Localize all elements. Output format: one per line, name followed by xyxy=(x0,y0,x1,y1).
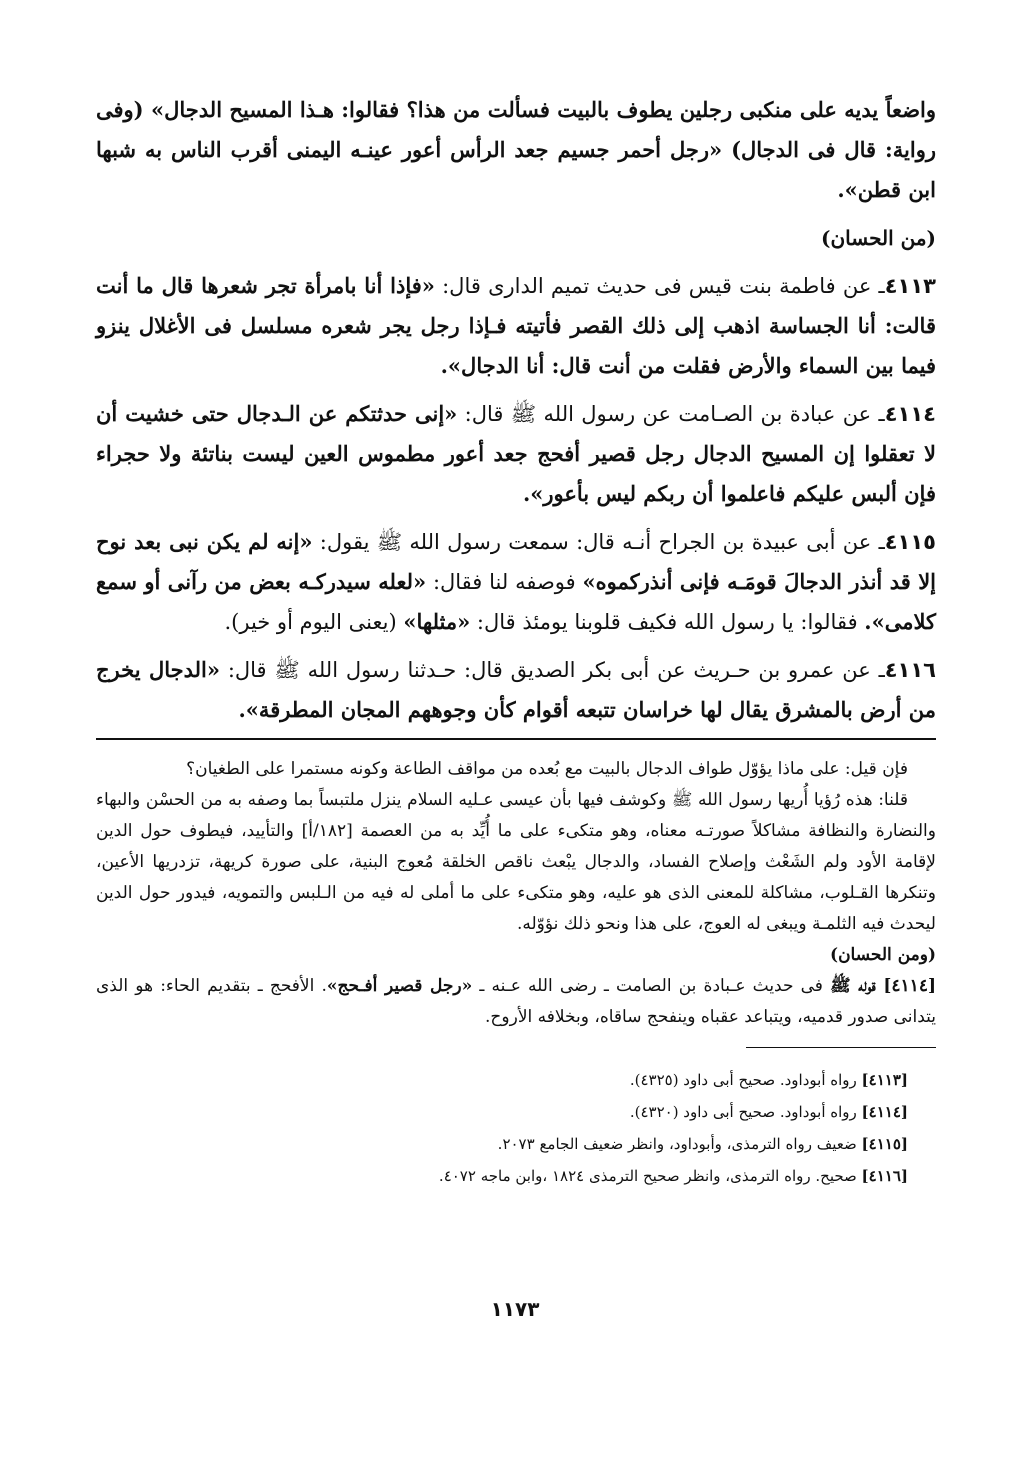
hadith-narration: فقالوا: يا رسول الله فكيف قلوبنا يومئذ قال: xyxy=(470,610,865,634)
page-number: ١١٧٣ xyxy=(490,1297,540,1321)
book-page xyxy=(96,90,936,1192)
hadith-text: «لعله سيدركـه بعض من رآنى أو سمع كلامى». xyxy=(96,569,936,634)
hadith-text: «فإذا أنا بامرأة تجر شعرها قال ما أنت قالت: أنا الجساسة اذهب إلى ذلك القصر فأتيته فـإذا رجل يجر شعره مسلسل فى الأغلال ينزو فيما بين السماء والأرض فقلت من أنت قال: أنا الدجال». xyxy=(96,273,936,378)
hadith-text: «إنى حدثتكم عن الـدجال حتى خشيت أن لا تعقلوا إن المسيح الدجال رجل قصير أفحج جعد أعور مطموس العين ليست بناتئة ولا حجراء فإن ألبس عليكم فاعلموا أن ربكم ليس بأعور». xyxy=(96,401,936,506)
commentary-note xyxy=(96,971,936,1033)
footnote-text: صحيح. رواه الترمذى، وانظر صحيح الترمذى ١٨٢٤ ،وابن ماجه ٤٠٧٢. xyxy=(438,1167,862,1185)
hadith-chain: ـ عن أبى عبيدة بن الجراح أنـه قال: سمعت رسول الله ﷺ يقول: xyxy=(312,530,885,554)
hadith-number: ٤١١٥ xyxy=(884,530,936,554)
hadith-chain: ـ عن عمرو بن حـريث عن أبى بكر الصديق قال: حـدثنا رسول الله ﷺ قال: xyxy=(220,658,885,682)
note-quote: «رجل قصير أفـحج» xyxy=(326,976,473,996)
footnote-text: ضعيف رواه الترمذى، وأبوداود، وانظر ضعيف الجامع ٢٠٧٣. xyxy=(497,1135,862,1153)
category-heading: (من الحسان) xyxy=(820,226,936,250)
hadith-text: «مثلها» xyxy=(403,609,471,634)
hadith-number: ٤١١٣ xyxy=(884,274,936,298)
note-text: فى حديث عـبادة بن الصامت ـ رضى الله عـنه ـ xyxy=(472,976,831,996)
footnote-ref: [٤١١٦] xyxy=(861,1167,908,1185)
hadith-4114 xyxy=(96,394,936,514)
footnote-ref: [٤١١٥] xyxy=(861,1135,908,1153)
note-ref: [٤١١٤] xyxy=(883,976,936,996)
note-lead: قوله ﷺ xyxy=(830,976,884,996)
hadith-number: ٤١١٤ xyxy=(884,402,936,426)
footnote-text: رواه أبوداود. صحيح أبى داود (٤٣٢٥). xyxy=(629,1071,862,1089)
intro-paragraph: واضعاً يديه على منكبى رجلين يطوف بالبيت فسألت من هذا؟ فقالوا: هـذا المسيح الدجال» (وفى رواية: قال فى الدجال) «رجل أحمر جسيم جعد الرأس أعور عينـه اليمنى أقرب الناس به شبها ابن قطن». xyxy=(96,97,936,202)
footnote-item xyxy=(96,1064,936,1096)
footnote-divider xyxy=(746,1047,936,1048)
hadith-chain: ـ عن فاطمة بنت قيس فى حديث تميم الدارى قال: xyxy=(434,274,885,298)
hadith-chain: ـ عن عبادة بن الصـامت عن رسول الله ﷺ قال: xyxy=(457,402,885,426)
hadith-text: «إنه لم يكن نبى بعد نوح إلا قد أنذر الدجالَ قومَـه فإنى أنذركموه» xyxy=(96,529,936,594)
note-rest: . الأفحج ـ بتقديم الحاء: هو الذى يتدانى صدور قدميه، ويتباعد عقباه وينفحج ساقاه، وبخلافه الأروح. xyxy=(96,976,936,1027)
hadith-4113 xyxy=(96,266,936,386)
hadith-narration: فوصفه لنا فقال: xyxy=(426,570,583,594)
commentary-answer: قلنا: هذه رُؤيا أُريها رسول الله ﷺ وكوشف فيها بأن عيسى عـليه السلام ينزل ملتبساً بما وصفه به من الحسْن والبهاء والنضارة والنظافة مشاكلاً صورتـه معناه، وهو متكىء على ما أُيِّد به من العصمة [١٨٢/أ] والتأييد، فيطوف حول الدين لإقامة الأود ولم الشَعْث وإصلاح الفساد، والدجال يبْعث ناقص الخلقة مُعوج البنية، على صورة كريهة، تزدريها الأعين، وتنكرها القـلوب، مشاكلة للمعنى الذى هو عليه، وهو متكىء على ما أملى له فيه من الـلبس والتمويه، فيدور حول الدين ليحدث فيه الثلمـة ويبغى له العوج، على هذا ونحو ذلك نؤوّله. xyxy=(96,790,936,934)
footnote-text: رواه أبوداود. صحيح أبى داود (٤٣٢٠). xyxy=(629,1103,862,1121)
footnote-item xyxy=(96,1160,936,1192)
footnote-item xyxy=(96,1096,936,1128)
footnote-item xyxy=(96,1128,936,1160)
footnote-ref: [٤١١٤] xyxy=(861,1103,908,1121)
hadith-narration: (يعنى اليوم أو خير). xyxy=(224,610,404,634)
hadith-text: «الدجال يخرج من أرض بالمشرق يقال لها خراسان تتبعه أقوام كأن وجوههم المجان المطرقة». xyxy=(96,657,936,722)
footnote-ref: [٤١١٣] xyxy=(861,1071,908,1089)
section-divider xyxy=(96,738,936,740)
hadith-number: ٤١١٦ xyxy=(884,658,937,682)
commentary-category-heading: (ومن الحسان) xyxy=(830,945,936,965)
hadith-4116 xyxy=(96,650,936,730)
hadith-4115 xyxy=(96,522,936,642)
commentary-question: فإن قيل: على ماذا يؤوّل طواف الدجال بالبيت مع بُعده من مواقف الطاعة وكونه مستمرا على الطغيان؟ xyxy=(186,759,908,779)
